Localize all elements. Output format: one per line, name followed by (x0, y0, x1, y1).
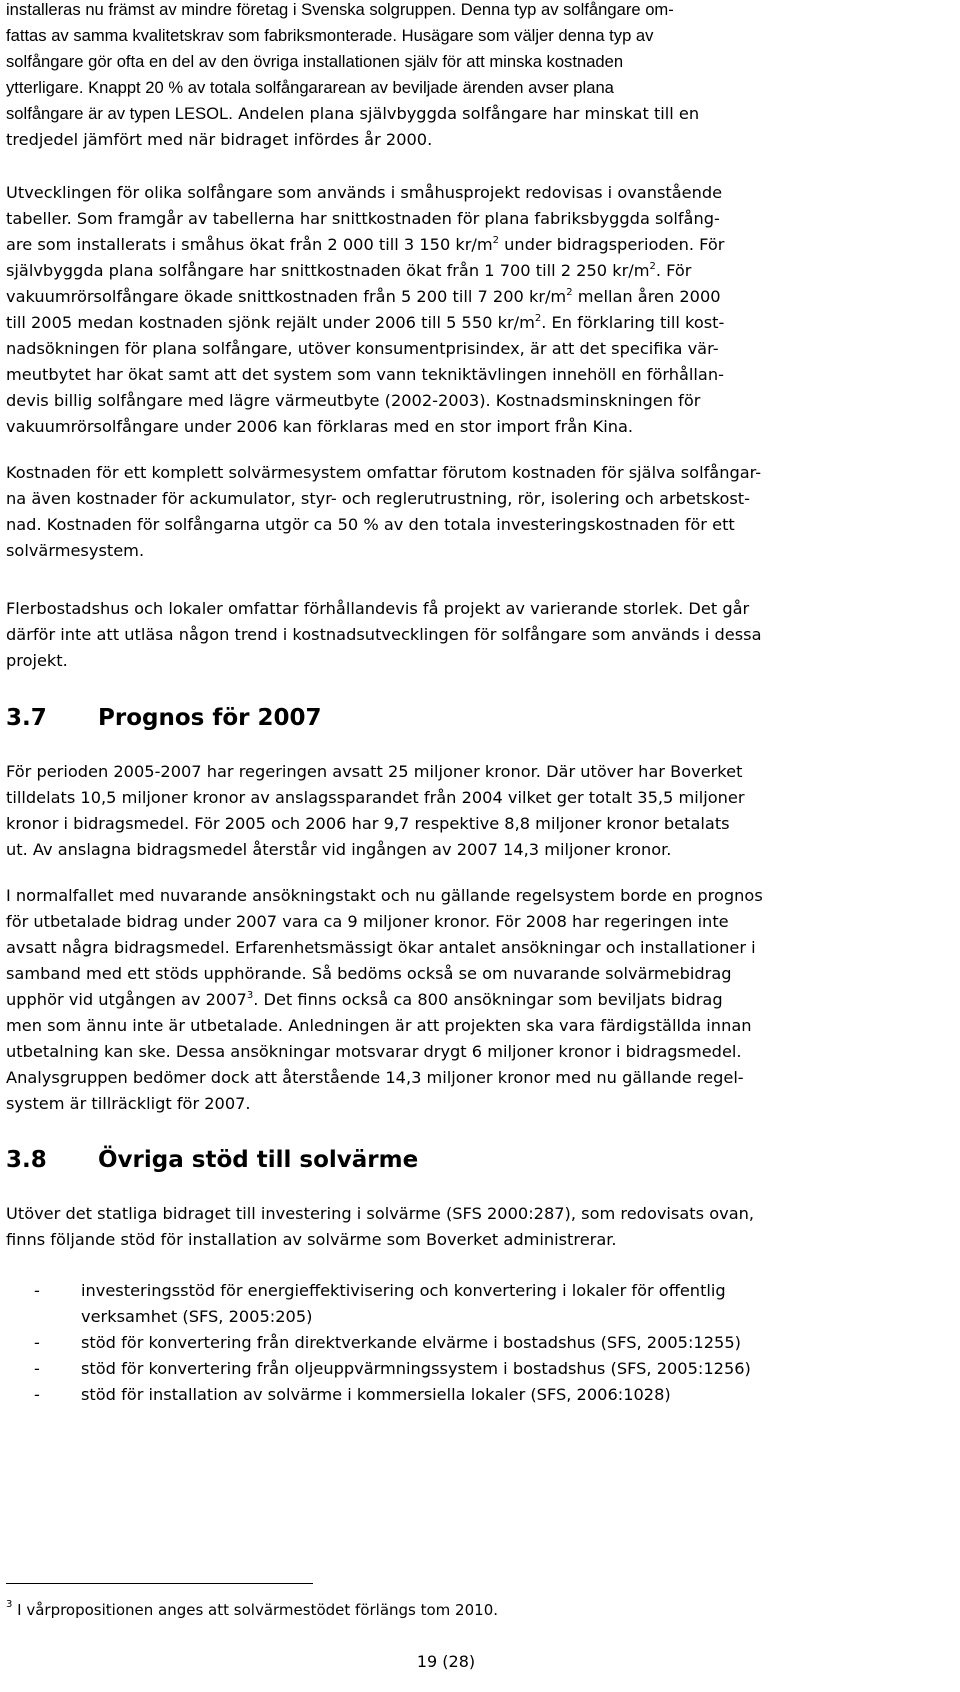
text-line: Utöver det statliga bidraget till investering i solvärme (SFS 2000:287), som redovisats ovan, (6, 1204, 755, 1223)
footnote-text: I vårpropositionen anges att solvärmestödet förlängs tom 2010. (12, 1601, 498, 1619)
text-span: till 2005 medan kostnaden sjönk rejält under 2006 till 5 550 kr/m (6, 313, 535, 332)
list-item-text: verksamhet (SFS, 2005:205) (81, 1307, 313, 1326)
text-line: men som ännu inte är utbetalade. Anledningen är att projekten ska vara färdigställda innan (6, 1016, 752, 1035)
text-span: mellan åren 2000 (572, 287, 721, 306)
paragraph-other-support (6, 1201, 754, 1253)
paragraph-budget (6, 759, 745, 863)
text-line: För perioden 2005-2007 har regeringen avsatt 25 miljoner kronor. Där utöver har Boverket (6, 762, 743, 781)
text-line: tredjedel jämfört med när bidraget infördes år 2000. (6, 130, 433, 149)
section-title: Övriga stöd till solvärme (98, 1147, 419, 1173)
list-item (6, 1356, 886, 1382)
text-span: vakuumrörsolfångare ökade snittkostnaden från 5 200 till 7 200 kr/m (6, 287, 567, 306)
text-line: kronor i bidragsmedel. För 2005 och 2006 har 9,7 respektive 8,8 miljoner kronor betalats (6, 814, 730, 833)
list-item-text: stöd för konvertering från oljeuppvärmningssystem i bostadshus (SFS, 2005:1256) (81, 1359, 751, 1378)
text-line: installeras nu främst av mindre företag i Svenska solgruppen. Denna typ av solfångare om- (6, 0, 674, 19)
text-span: självbyggda plana solfångare har snittkostnaden ökat från 1 700 till 2 250 kr/m (6, 261, 650, 280)
section-heading (6, 1145, 418, 1175)
section-number: 3.8 (6, 1147, 47, 1173)
text-line: I normalfallet med nuvarande ansökningstakt och nu gällande regelsystem borde en prognos (6, 886, 763, 905)
text-span: are som installerats i småhus ökat från 2 000 till 3 150 kr/m (6, 235, 493, 254)
superscript: 2 (492, 235, 500, 246)
text-span: under bidragsperioden. För (499, 235, 725, 254)
footnote-mark: 3 (6, 1599, 13, 1610)
list-item-text: investeringsstöd för energieffektivisering och konvertering i lokaler för offentlig (81, 1281, 726, 1300)
superscript: 2 (566, 287, 573, 298)
text-line: system är tillräckligt för 2007. (6, 1094, 251, 1113)
text-line: fattas av samma kvalitetskrav som fabriksmonterade. Husägare som väljer denna typ av (6, 26, 654, 45)
text-line: Utvecklingen för olika solfångare som används i småhusprojekt redovisas i ovanstående (6, 183, 723, 202)
text-line: ytterligare. Knappt 20 % av totala solfångararean av beviljade ärenden avser plana (6, 78, 614, 97)
list-dash: - (34, 1333, 40, 1352)
text-line: finns följande stöd för installation av solvärme som Boverket administrerar. (6, 1230, 617, 1249)
paragraph-forecast (6, 883, 763, 1117)
text-line: meutbytet har ökat samt att det system som vann tekniktävlingen innehöll en förhållan- (6, 365, 724, 384)
text-line (6, 101, 699, 127)
text-line: vakuumrörsolfångare under 2006 kan förklaras med en stor import från Kina. (6, 417, 634, 436)
paragraph-multifamily (6, 596, 762, 674)
text-line: Analysgruppen bedömer dock att återstående 14,3 miljoner kronor med nu gällande regel- (6, 1068, 744, 1087)
paragraph-cost-development (6, 180, 724, 440)
text-line: tabeller. Som framgår av tabellerna har snittkostnaden för plana fabriksbyggda solfång- (6, 209, 720, 228)
text-span: solfångare är av typen LESOL. (6, 104, 233, 123)
text-line: devis billig solfångare med lägre värmeutbyte (2002-2003). Kostnadsminskningen för (6, 391, 701, 410)
text-line: Flerbostadshus och lokaler omfattar förhållandevis få projekt av varierande storlek. Det går (6, 599, 750, 618)
list-item (6, 1330, 886, 1356)
text-line: samband med ett stöds upphörande. Så bedöms också se om nuvarande solvärmebidrag (6, 964, 732, 983)
section-number: 3.7 (6, 705, 47, 731)
list-item-text: stöd för konvertering från direktverkande elvärme i bostadshus (SFS, 2005:1255) (81, 1333, 741, 1352)
text-line: tilldelats 10,5 miljoner kronor av anslagssparandet från 2004 vilket ger totalt 35,5 miljoner (6, 788, 745, 807)
text-span: upphör vid utgången av 2007 (6, 990, 247, 1009)
list-item-text: stöd för installation av solvärme i kommersiella lokaler (SFS, 2006:1028) (81, 1385, 671, 1404)
text-line: solvärmesystem. (6, 541, 145, 560)
text-line: avsatt några bidragsmedel. Erfarenhetsmässigt ökar antalet ansökningar och installationer i (6, 938, 756, 957)
text-line: projekt. (6, 651, 68, 670)
text-line: solfångare gör ofta en del av den övriga installationen själv för att minska kostnaden (6, 52, 624, 71)
text-line (6, 310, 724, 336)
text-line (6, 258, 724, 284)
text-span: . För (655, 261, 692, 280)
superscript: 2 (649, 261, 656, 272)
text-line: för utbetalade bidrag under 2007 vara ca 9 miljoner kronor. För 2008 har regeringen inte (6, 912, 729, 931)
text-line: na även kostnader för ackumulator, styr- och reglerutrustning, rör, isolering och arbetskost- (6, 489, 750, 508)
text-line: nadsökningen för plana solfångare, utöver konsumentprisindex, är att det specifika vär- (6, 339, 719, 358)
section-heading (6, 703, 322, 733)
footnote-divider (6, 1583, 313, 1584)
list-dash: - (34, 1281, 40, 1300)
text-span: . Det finns också ca 800 ansökningar som beviljats bidrag (253, 990, 723, 1009)
text-span: . En förklaring till kost- (541, 313, 725, 332)
text-line: därför inte att utläsa någon trend i kostnadsutvecklingen för solfångare som används i dessa (6, 625, 762, 644)
text-line: utbetalning kan ske. Dessa ansökningar motsvarar drygt 6 miljoner kronor i bidragsmedel. (6, 1042, 742, 1061)
superscript: 2 (534, 313, 542, 324)
list-item (6, 1278, 886, 1330)
text-line: nad. Kostnaden för solfångarna utgör ca 50 % av den totala investeringskostnaden för ett (6, 515, 735, 534)
text-line: ut. Av anslagna bidragsmedel återstår vid ingången av 2007 14,3 miljoner kronor. (6, 840, 672, 859)
paragraph-lesol (6, 0, 699, 153)
support-list (6, 1278, 886, 1408)
list-item (6, 1382, 886, 1408)
footnote (6, 1599, 498, 1621)
paragraph-system-cost (6, 460, 761, 564)
footnote-ref: 3 (246, 990, 254, 1001)
text-line: Kostnaden för ett komplett solvärmesystem omfattar förutom kostnaden för själva solfångar- (6, 463, 762, 482)
text-line (6, 987, 763, 1013)
text-line (6, 232, 724, 258)
section-title: Prognos för 2007 (98, 705, 322, 731)
page-number: 19 (28) (416, 1652, 476, 1671)
list-dash: - (34, 1359, 40, 1378)
list-dash: - (34, 1385, 40, 1404)
text-line (6, 284, 724, 310)
text-span: Andelen plana självbyggda solfångare har minskat till en (232, 104, 700, 123)
